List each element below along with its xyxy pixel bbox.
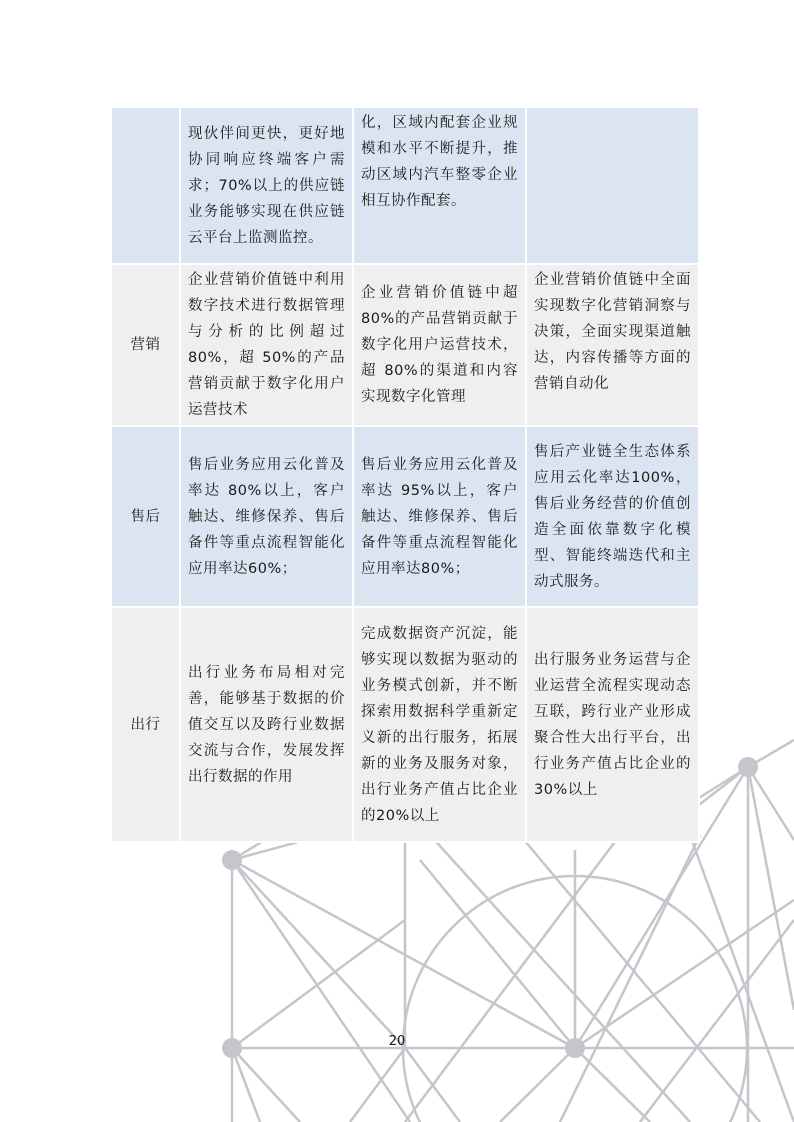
table-cell xyxy=(526,107,699,264)
table-cell: 现伙伴间更快，更好地协同响应终端客户需求；70%以上的供应链业务能够实现在供应链云平台上监测监控。 xyxy=(180,107,353,264)
row-label: 售后 xyxy=(111,426,180,607)
table-row-after-sales xyxy=(111,426,699,607)
table-cell: 化，区域内配套企业规模和水平不断提升，推动区域内汽车整零企业相互协作配套。 xyxy=(353,107,526,264)
table-cell: 企业营销价值链中全面实现数字化营销洞察与决策，全面实现渠道触达，内容传播等方面的营销自动化 xyxy=(526,264,699,426)
table-cell: 出行服务业务运营与企业运营全流程实现动态互联，跨行业产业形成聚合性大出行平台，出行业务产值占比企业的 30%以上 xyxy=(526,607,699,842)
row-label xyxy=(111,107,180,264)
row-label: 出行 xyxy=(111,607,180,842)
row-label: 营销 xyxy=(111,264,180,426)
maturity-table xyxy=(110,106,700,843)
table-cell: 售后业务应用云化普及率达 80%以上，客户触达、维修保养、售后备件等重点流程智能化应用率达60%； xyxy=(180,426,353,607)
table-row-mobility xyxy=(111,607,699,842)
table-row-supply-chain-continued xyxy=(111,107,699,264)
table-cell: 完成数据资产沉淀，能够实现以数据为驱动的业务模式创新，并不断探索用数据科学重新定义新的出行服务，拓展新的业务及服务对象，出行业务产值占比企业的20%以上 xyxy=(353,607,526,842)
table-cell: 售后业务应用云化普及率达 95%以上，客户触达、维修保养、售后备件等重点流程智能化应用率达80%； xyxy=(353,426,526,607)
table-cell: 企业营销价值链中利用数字技术进行数据管理与分析的比例超过 80%，超 50%的产品营销贡献于数字化用户运营技术 xyxy=(180,264,353,426)
table-cell: 出行业务布局相对完善，能够基于数据的价值交互以及跨行业数据交流与合作，发展发挥出行数据的作用 xyxy=(180,607,353,842)
table-row-marketing xyxy=(111,264,699,426)
table-cell: 企业营销价值链中超80%的产品营销贡献于数字化用户运营技术，超 80%的渠道和内容实现数字化管理 xyxy=(353,264,526,426)
page-number: 20 xyxy=(388,1034,406,1049)
table-cell: 售后产业链全生态体系应用云化率达100%，售后业务经营的价值创造全面依靠数字化模型、智能终端迭代和主动式服务。 xyxy=(526,426,699,607)
